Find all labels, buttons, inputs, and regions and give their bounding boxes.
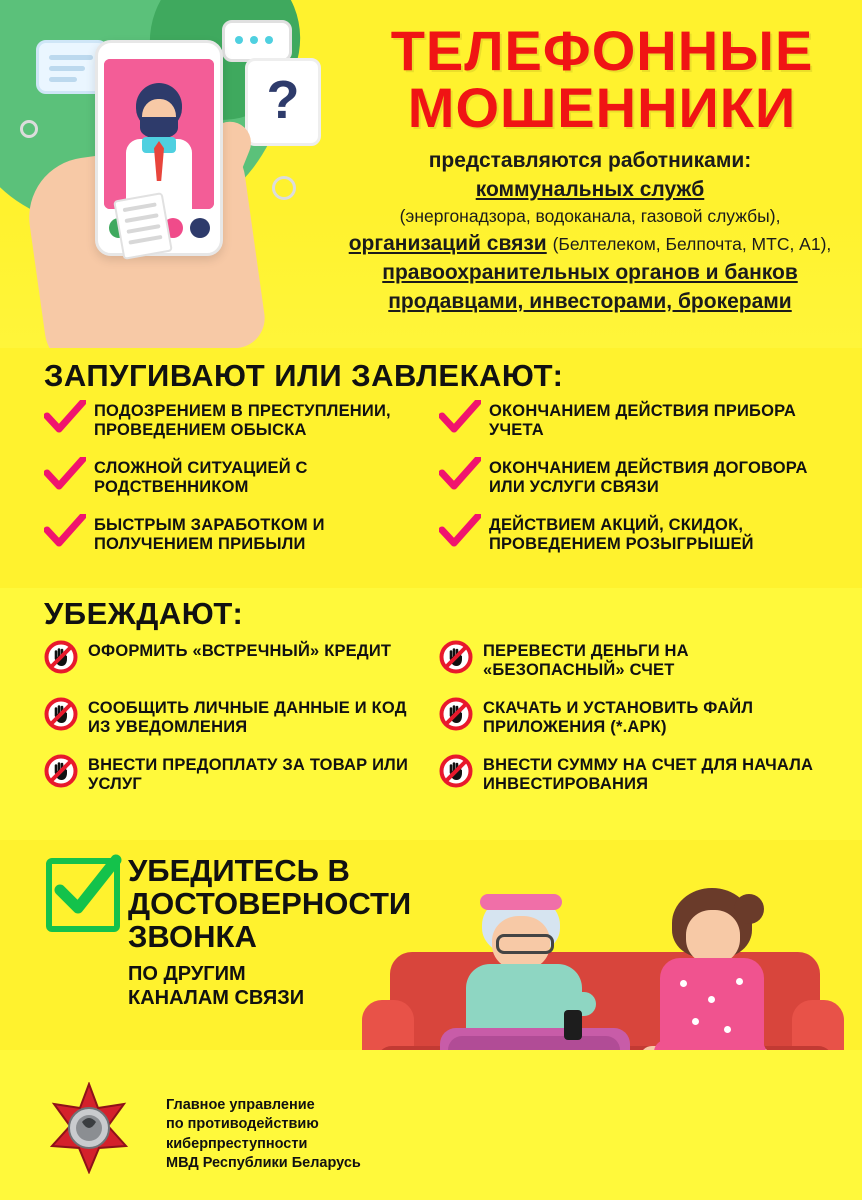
document-icon xyxy=(113,192,173,260)
check-icon xyxy=(439,400,481,434)
subtitle-line-1: коммунальных служб xyxy=(475,178,705,202)
subtitle-line-2: (энергонадзора, водоканала, газовой службы), xyxy=(399,206,781,227)
check-icon xyxy=(44,457,86,491)
list-item xyxy=(44,699,439,738)
check-icon xyxy=(44,514,86,548)
header-section xyxy=(0,0,862,348)
list-item-label: СООБЩИТЬ ЛИЧНЫЕ ДАННЫЕ И КОД ИЗ УВЕДОМЛЕНИЯ xyxy=(88,698,407,737)
footer-section xyxy=(0,1050,862,1200)
subtitle-line-4: правоохранительных органов и банков xyxy=(382,260,798,284)
typing-bubble-icon xyxy=(222,20,292,62)
list-item xyxy=(439,642,834,681)
verify-title-line-1: УБЕДИТЕСЬ В xyxy=(128,853,350,888)
page-title xyxy=(352,19,852,140)
decorative-circle-small xyxy=(20,120,38,138)
list-item xyxy=(439,699,834,738)
no-hand-icon xyxy=(439,697,473,731)
list-item xyxy=(44,516,439,555)
check-icon xyxy=(44,400,86,434)
no-hand-icon xyxy=(439,754,473,788)
list-item-label: СКАЧАТЬ И УСТАНОВИТЬ ФАЙЛ ПРИЛОЖЕНИЯ (*.АРК) xyxy=(483,698,754,737)
list-item xyxy=(439,402,834,441)
list-item xyxy=(44,642,439,681)
check-icon xyxy=(439,514,481,548)
list-item-label: БЫСТРЫМ ЗАРАБОТКОМ И ПОЛУЧЕНИЕМ ПРИБЫЛИ xyxy=(94,515,325,554)
verify-title-line-3: ЗВОНКА xyxy=(128,919,257,955)
no-hand-icon xyxy=(439,640,473,674)
no-hand-icon xyxy=(44,640,78,674)
section-scare-heading: ЗАПУГИВАЮТ ИЛИ ЗАВЛЕКАЮТ: xyxy=(44,358,564,393)
footer-line-4: МВД Республики Беларусь xyxy=(166,1154,361,1171)
title-line-1: ТЕЛЕФОННЫЕ xyxy=(390,19,814,82)
footer-line-2: по противодействию xyxy=(166,1116,319,1133)
section-convince-heading: УБЕЖДАЮТ: xyxy=(44,596,244,631)
subtitle-line-3a: организаций связи xyxy=(348,231,547,255)
section-scare xyxy=(0,348,862,588)
question-mark-icon: ? xyxy=(245,58,321,146)
subtitle-intro: представляются работниками: xyxy=(428,149,752,172)
list-item-label: ВНЕСТИ ПРЕДОПЛАТУ ЗА ТОВАР ИЛИ УСЛУГ xyxy=(88,755,409,794)
section-convince xyxy=(0,588,862,840)
no-hand-icon xyxy=(44,754,78,788)
footer-text xyxy=(166,1096,486,1173)
footer-line-1: Главное управление xyxy=(166,1097,315,1113)
list-item xyxy=(44,402,439,441)
verify-sub-line-2: КАНАЛАМ СВЯЗИ xyxy=(128,987,305,1009)
typing-dots-icon xyxy=(235,36,273,44)
section-convince-items xyxy=(44,642,834,813)
verify-sub-line-1: ПО ДРУГИМ xyxy=(128,963,246,985)
decorative-circle xyxy=(272,176,296,200)
subtitle-line-3b: (Белтелеком, Белпочта, МТС, А1), xyxy=(552,233,832,254)
subtitle-block xyxy=(330,146,850,317)
title-line-2: МОШЕННИКИ xyxy=(407,76,797,140)
list-item-label: ПЕРЕВЕСТИ ДЕНЬГИ НА «БЕЗОПАСНЫЙ» СЧЕТ xyxy=(483,642,689,680)
list-item xyxy=(44,756,439,795)
footer-line-3: киберпреступности xyxy=(166,1135,308,1152)
ministry-emblem-icon xyxy=(46,1082,132,1172)
list-item xyxy=(439,516,834,555)
list-item-label: СЛОЖНОЙ СИТУАЦИЕЙ С РОДСТВЕННИКОМ xyxy=(94,458,308,497)
list-item-label: ДЕЙСТВИЕМ АКЦИЙ, СКИДОК, ПРОВЕДЕНИЕМ РОЗЫГРЫШЕЙ xyxy=(489,515,754,554)
green-checkbox-icon xyxy=(46,858,120,932)
list-item-label: ПОДОЗРЕНИЕМ В ПРЕСТУПЛЕНИИ, ПРОВЕДЕНИЕМ ОБЫСКА xyxy=(94,402,391,440)
list-item-label: ОФОРМИТЬ «ВСТРЕЧНЫЙ» КРЕДИТ xyxy=(88,642,392,660)
list-item xyxy=(44,459,439,498)
verify-title-line-2: ДОСТОВЕРНОСТИ xyxy=(128,886,412,922)
list-item xyxy=(439,459,834,498)
list-item-label: ОКОНЧАНИЕМ ДЕЙСТВИЯ ПРИБОРА УЧЕТА xyxy=(489,402,796,440)
phone-screen xyxy=(104,59,214,209)
list-item-label: ВНЕСТИ СУММУ НА СЧЕТ ДЛЯ НАЧАЛА ИНВЕСТИРОВАНИЯ xyxy=(483,755,814,794)
list-item xyxy=(439,756,834,795)
no-hand-icon xyxy=(44,697,78,731)
section-scare-items xyxy=(44,402,834,573)
check-icon xyxy=(439,457,481,491)
subtitle-line-5: продавцами, инвесторами, брокерами xyxy=(388,289,792,313)
list-item-label: ОКОНЧАНИЕМ ДЕЙСТВИЯ ДОГОВОРА ИЛИ УСЛУГИ СВЯЗИ xyxy=(489,458,808,497)
